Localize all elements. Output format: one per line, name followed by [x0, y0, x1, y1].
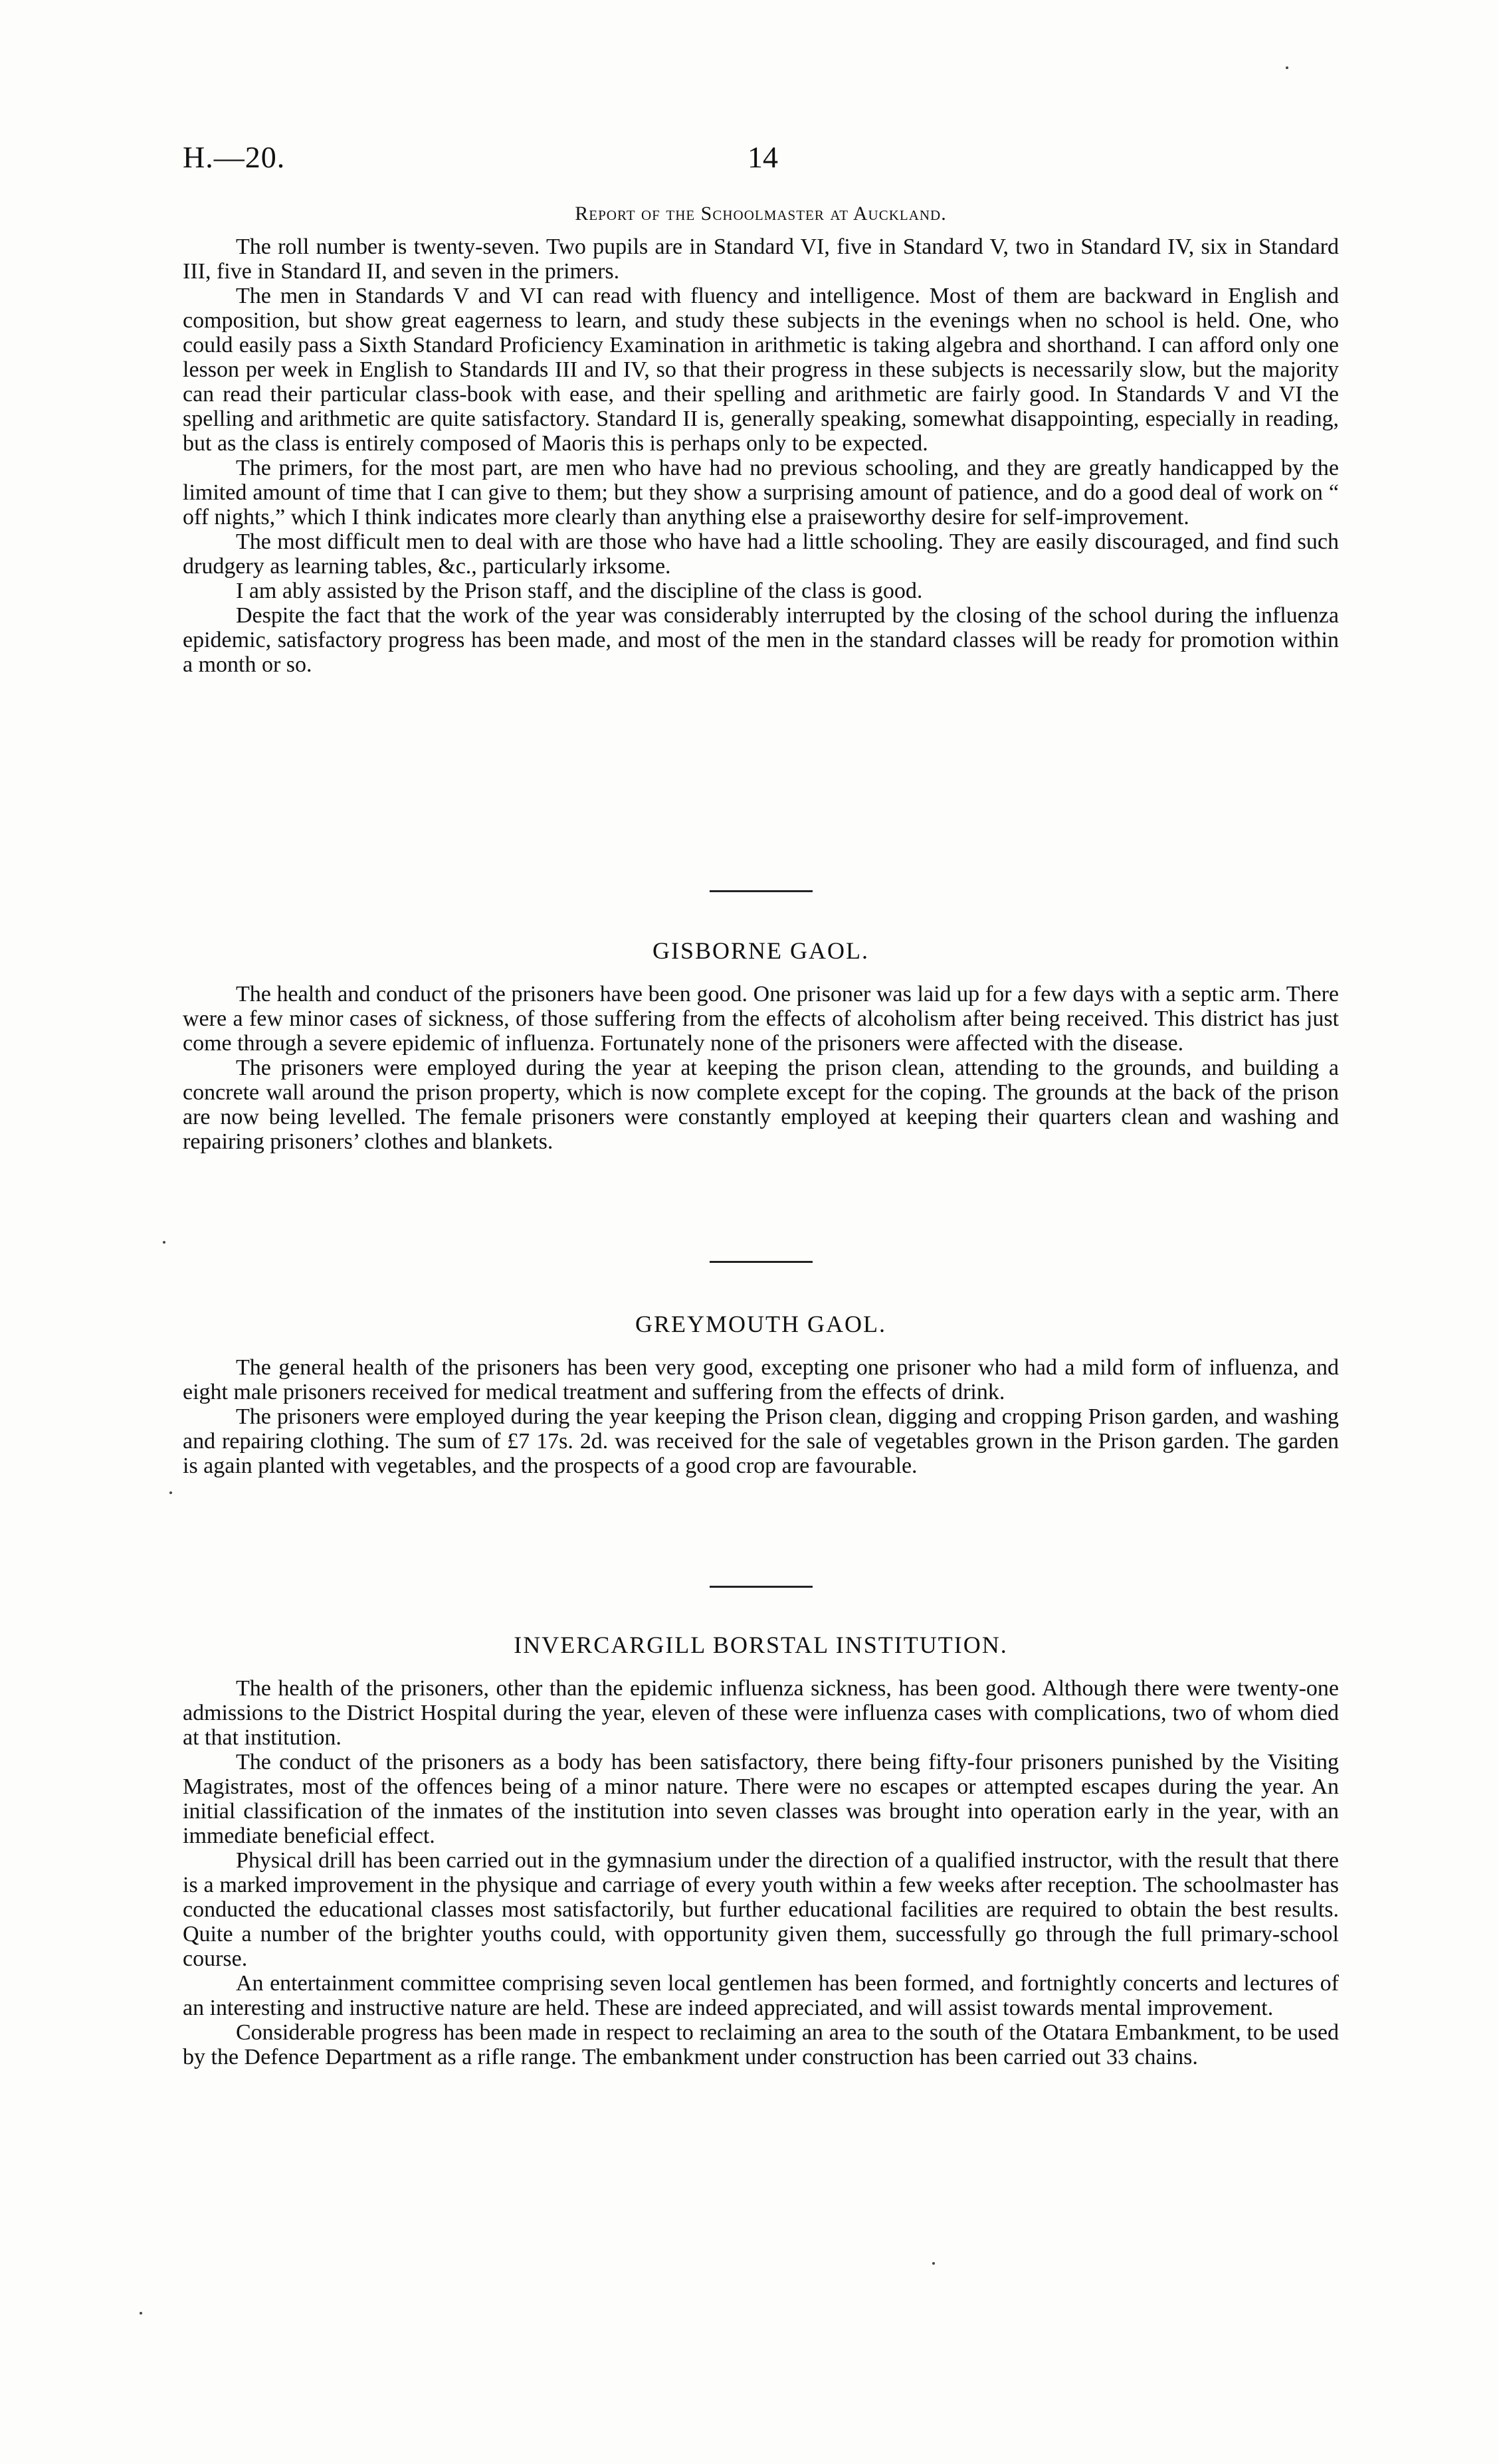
section-title: INVERCARGILL BORSTAL INSTITUTION. [514, 1632, 1008, 1658]
section-divider [710, 1261, 813, 1263]
section-title: GISBORNE GAOL. [652, 937, 869, 964]
paragraph: The health and conduct of the prisoners have been good. One prisoner was laid up for a few days with a septic arm. There were a few minor cases of sickness, of those suffering from the effects of alcoholism after being received. This district has just come through a severe epidemic of influenza. Fortunately none of the prisoners were affected with the disease. [183, 982, 1339, 1056]
paragraph: The general health of the prisoners has been very good, excepting one prisoner who had a mild form of influenza, and eight male prisoners received for medical treatment and suffering from the effects of drink. [183, 1355, 1339, 1404]
auckland-schoolmaster-section [183, 203, 1339, 677]
paragraph: Considerable progress has been made in respect to reclaiming an area to the south of the Otatara Embankment, to be used by the Defence Department as a rifle range. The embankment under construction has been carried out 33 chains. [183, 2020, 1339, 2069]
section-divider [710, 890, 813, 892]
section-title: Report of the Schoolmaster at Auckland. [575, 203, 947, 225]
greymouth-gaol-section [183, 1310, 1339, 1478]
paragraph: The primers, for the most part, are men who have had no previous schooling, and they are greatly handicapped by the limited amount of time that I can give to them; but they show a surprising amount of patience, and do a good deal of work on “ off nights,” which I think indicates more clearly than anything else a praiseworthy desire for self-improvement. [183, 456, 1339, 529]
paragraph: The prisoners were employed during the year at keeping the prison clean, attending to the grounds, and building a concrete wall around the prison property, which is now complete except for the coping. The grounds at the back of the prison are now being levelled. The female prisoners were constantly employed at keeping their quarters clean and washing and repairing prisoners’ clothes and blankets. [183, 1056, 1339, 1154]
page-number: 14 [748, 140, 778, 174]
report-code: H.—20. [183, 140, 286, 174]
paragraph: The most difficult men to deal with are those who have had a little schooling. They are easily discouraged, and find such drudgery as learning tables, &c., particularly irksome. [183, 529, 1339, 579]
paragraph: Physical drill has been carried out in the gymnasium under the direction of a qualified instructor, with the result that there is a marked improvement in the physique and carriage of every youth within a few weeks after reception. The schoolmaster has conducted the educational classes most satisfactorily, but further educational facilities are required to obtain the best results. Quite a number of the brighter youths could, with opportunity given them, successfully go through the full primary-school course. [183, 1848, 1339, 1971]
section-divider [710, 1586, 813, 1588]
scan-speck [932, 2262, 935, 2265]
section-title: GREYMOUTH GAOL. [635, 1311, 886, 1337]
gisborne-gaol-section [183, 937, 1339, 1154]
invercargill-borstal-section [183, 1631, 1339, 2069]
scan-speck [169, 1491, 172, 1494]
paragraph: Despite the fact that the work of the year was considerably interrupted by the closing of the school during the influenza epidemic, satisfactory progress has been made, and most of the men in the standard classes will be ready for promotion within a month or so. [183, 603, 1339, 677]
paragraph: I am ably assisted by the Prison staff, and the discipline of the class is good. [236, 579, 923, 603]
paragraph: The roll number is twenty-seven. Two pupils are in Standard VI, five in Standard V, two in Standard IV, six in Standard III, five in Standard II, and seven in the primers. [183, 235, 1339, 284]
paragraph: The conduct of the prisoners as a body has been satisfactory, there being fifty-four prisoners punished by the Visiting Magistrates, most of the offences being of a minor nature. There were no escapes or attempted escapes during the year. An initial classification of the inmates of the institution into seven classes was brought into operation early in the year, with an immediate beneficial effect. [183, 1750, 1339, 1848]
paragraph: The health of the prisoners, other than the epidemic influenza sickness, has been good. Although there were twenty-one admissions to the District Hospital during the year, eleven of these were influenza cases with complications, two of whom died at that institution. [183, 1676, 1339, 1750]
scan-speck [140, 2312, 142, 2315]
paragraph: The men in Standards V and VI can read with fluency and intelligence. Most of them are backward in English and composition, but show great eagerness to learn, and study these subjects in the evenings when no school is held. One, who could easily pass a Sixth Standard Proficiency Examination in arithmetic is taking algebra and shorthand. I can afford only one lesson per week in English to Standards III and IV, so that their progress in these subjects is necessarily slow, but the majority can read their particular class-book with ease, and their spelling and arithmetic are fairly good. In Standards V and VI the spelling and arithmetic are quite satisfactory. Standard II is, generally speaking, somewhat disappointing, especially in reading, but as the class is entirely composed of Maoris this is perhaps only to be expected. [183, 284, 1339, 456]
scan-speck [163, 1241, 165, 1244]
scan-speck [1286, 66, 1288, 69]
paragraph: The prisoners were employed during the year keeping the Prison clean, digging and cropping Prison garden, and washing and repairing clothing. The sum of £7 17s. 2d. was received for the sale of vegetables grown in the Prison garden. The garden is again planted with vegetables, and the prospects of a good crop are favourable. [183, 1404, 1339, 1478]
paragraph: An entertainment committee comprising seven local gentlemen has been formed, and fortnightly concerts and lectures of an interesting and instructive nature are held. These are indeed appreciated, and will assist towards mental improvement. [183, 1971, 1339, 2020]
